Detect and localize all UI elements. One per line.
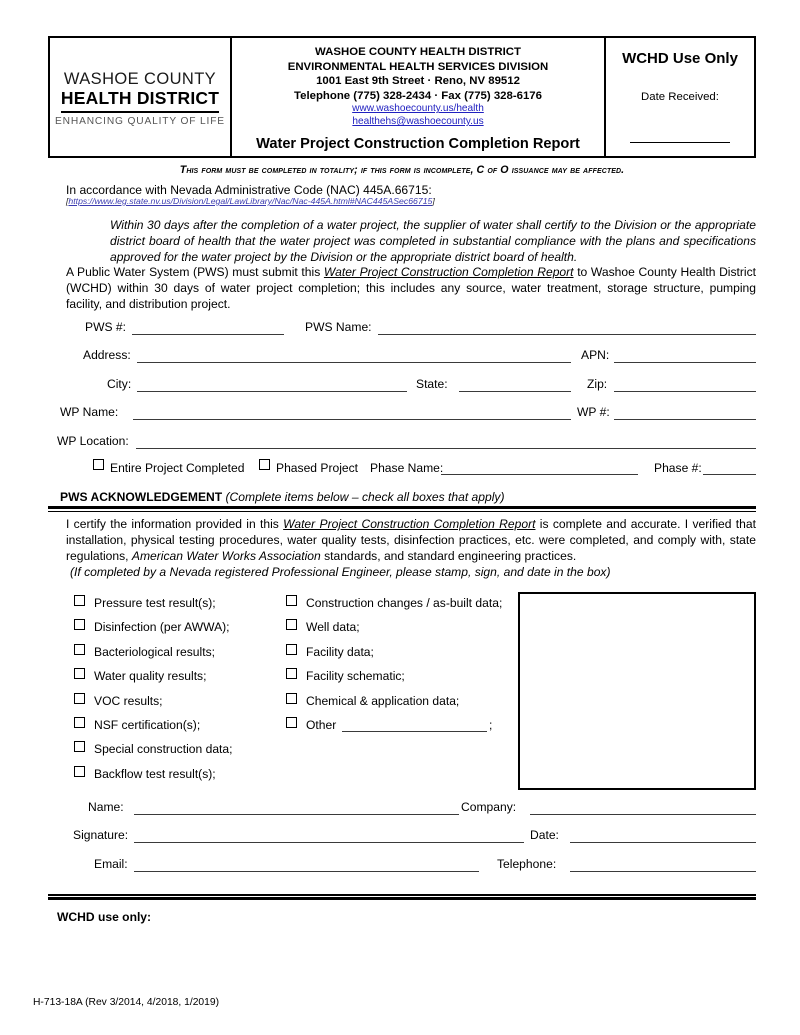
logo-tagline: ENHANCING QUALITY OF LIFE (55, 115, 225, 127)
other-specify-input[interactable] (342, 731, 487, 732)
checklist-right-label-5: Other (306, 718, 337, 732)
nac-url-link[interactable]: [https://www.leg.state.nv.us/Division/Legal/LawLibrary/Nac/Nac-445A.html#NAC445ASec66715] (66, 196, 435, 206)
logo-line-washoe-county: WASHOE COUNTY (63, 70, 217, 89)
checklist-left-label-7: Backflow test result(s); (94, 767, 216, 781)
checkbox-pressure-test[interactable] (74, 595, 85, 606)
nac-quote-text: Within 30 days after the completion of a water project, the supplier of water shall certify to the Division or the appropriate district board of health that the water project was completed in substantial compliance with the plans and specifications approved for the water project by the Division or the appropriate district board of health. (110, 218, 756, 264)
acknowledgement-top-rule-thin (48, 511, 756, 512)
agency-division-line: ENVIRONMENTAL HEALTH SERVICES DIVISION (287, 60, 549, 73)
pws-submit-part2: to Washoe County Health District (WCHD) within 30 days of water project completion; this includes any source, water treatment, storage structure, pumping facility, and distribution project. (66, 265, 757, 311)
header-table (48, 36, 756, 158)
phase-name-input[interactable] (441, 474, 638, 475)
checkbox-bacteriological[interactable] (74, 644, 85, 655)
wp-number-input[interactable] (614, 419, 756, 420)
checkbox-special-construction[interactable] (74, 741, 85, 752)
acknowledgement-top-rule (48, 506, 756, 509)
date-received-label: Date Received: (641, 91, 719, 103)
checkbox-well-data[interactable] (286, 619, 297, 630)
checkbox-phased-project[interactable] (259, 459, 270, 470)
checklist-left-label-1: Disinfection (per AWWA); (94, 620, 230, 634)
checkbox-nsf-certification[interactable] (74, 717, 85, 728)
agency-name-line: WASHOE COUNTY HEALTH DISTRICT (315, 46, 521, 58)
certify-part1: I certify the information provided in this (66, 517, 284, 531)
city-label: City: (107, 377, 132, 391)
checkbox-construction-changes[interactable] (286, 595, 297, 606)
checkbox-voc-results[interactable] (74, 693, 85, 704)
date-label: Date: (530, 828, 559, 842)
wp-name-label: WP Name: (60, 405, 119, 419)
wp-name-input[interactable] (133, 419, 571, 420)
checklist-left-label-6: Special construction data; (94, 742, 233, 756)
checklist-right-label-0: Construction changes / as-built data; (306, 596, 503, 610)
checkbox-facility-data[interactable] (286, 644, 297, 655)
signature-input[interactable] (134, 842, 524, 843)
checklist-right-label-1: Well data; (306, 620, 360, 634)
date-received-input-line[interactable] (630, 142, 730, 143)
wchd-use-only-box (606, 38, 754, 156)
form-title: Water Project Construction Completion Report (256, 135, 580, 152)
checklist-right-label-2: Facility data; (306, 645, 374, 659)
footer-divider-line-1 (48, 894, 756, 896)
checklist-left-label-5: NSF certification(s); (94, 718, 201, 732)
checklist-left-label-0: Pressure test result(s); (94, 596, 216, 610)
checklist-right-label-4: Chemical & application data; (306, 694, 460, 708)
engineer-stamp-box[interactable] (518, 592, 756, 790)
agency-address-line: 1001 East 9th Street · Reno, NV 89512 (316, 75, 520, 88)
agency-logo (50, 38, 232, 156)
pws-number-input[interactable] (132, 334, 284, 335)
email-input[interactable] (134, 871, 479, 872)
email-label: Email: (94, 857, 128, 871)
certification-paragraph (66, 517, 756, 565)
pws-submit-report-link: Water Project Construction Completion Report (323, 265, 574, 279)
state-input[interactable] (459, 391, 571, 392)
agency-email-link[interactable]: healthehs@washoecounty.us (352, 116, 484, 128)
telephone-input[interactable] (570, 871, 756, 872)
company-label: Company: (461, 800, 517, 814)
pe-stamp-note: (If completed by a Nevada registered Professional Engineer, please stamp, sign, and date in the box) (70, 565, 611, 579)
state-label: State: (416, 377, 448, 391)
agency-phone-line: Telephone (775) 328-2434 · Fax (775) 328-6176 (294, 89, 542, 102)
signature-label: Signature: (73, 828, 129, 842)
zip-label: Zip: (587, 377, 608, 391)
date-input[interactable] (570, 842, 756, 843)
acknowledgement-heading-bold: PWS ACKNOWLEDGEMENT (60, 490, 223, 504)
checklist-left-label-2: Bacteriological results; (94, 645, 215, 659)
apn-input[interactable] (614, 362, 756, 363)
completion-warning-text: This form must be completed in totality; if this form is incomplete, C of O issuance may be affected. (179, 164, 625, 176)
checkbox-other[interactable] (286, 717, 297, 728)
checklist-right-label-3: Facility schematic; (306, 669, 405, 683)
zip-input[interactable] (614, 391, 756, 392)
checkbox-facility-schematic[interactable] (286, 668, 297, 679)
certify-awwa-italic: American Water Works Association (131, 548, 321, 563)
checkbox-backflow-test[interactable] (74, 766, 85, 777)
nac-intro-text: In accordance with Nevada Administrative Code (NAC) 445A.66715: (66, 183, 432, 197)
footer-divider-line-2 (48, 897, 756, 900)
wp-number-label: WP #: (577, 405, 610, 419)
checkbox-entire-project-completed[interactable] (93, 459, 104, 470)
name-label: Name: (88, 800, 124, 814)
pws-submit-paragraph (66, 265, 756, 313)
telephone-label: Telephone: (497, 857, 557, 871)
company-input[interactable] (530, 814, 756, 815)
certify-part3: standards, and standard engineering practices. (320, 548, 577, 563)
phase-number-label: Phase #: (654, 461, 702, 475)
footer-divider (48, 894, 756, 900)
agency-website-link[interactable]: www.washoecounty.us/health (352, 103, 484, 115)
pws-name-label: PWS Name: (305, 320, 372, 334)
form-revision-number: H-713-18A (Rev 3/2014, 4/2018, 1/2019) (33, 997, 220, 1008)
other-semicolon: ; (489, 718, 493, 732)
address-label: Address: (83, 348, 131, 362)
wchd-use-only-footer-label: WCHD use only: (57, 910, 152, 924)
checkbox-chemical-application[interactable] (286, 693, 297, 704)
acknowledgement-heading-italic: (Complete items below – check all boxes that apply) (225, 490, 505, 504)
name-input[interactable] (134, 814, 459, 815)
pws-name-input[interactable] (378, 334, 756, 335)
checklist-left-label-3: Water quality results; (94, 669, 207, 683)
nac-url-text[interactable]: https://www.leg.state.nv.us/Division/Legal/LawLibrary/Nac/Nac-445A.html#NAC445ASec66715 (68, 196, 433, 206)
certify-part2: is complete and accurate. I verified that installation, physical testing procedures, water quality tests, disinfection practices, etc. were completed, and comply with, state regulations, (66, 517, 756, 563)
phased-project-label: Phased Project (276, 461, 359, 475)
pws-submit-part1: A Public Water System (PWS) must submit this (66, 265, 324, 279)
checklist-left-label-4: VOC results; (94, 694, 163, 708)
checkbox-water-quality[interactable] (74, 668, 85, 679)
certify-report-link: Water Project Construction Completion Report (283, 517, 536, 531)
logo-line-health-district: HEALTH DISTRICT (60, 88, 220, 109)
pws-number-label: PWS #: (85, 320, 126, 334)
city-input[interactable] (137, 391, 407, 392)
apn-label: APN: (581, 348, 610, 362)
checkbox-disinfection[interactable] (74, 619, 85, 630)
wchd-use-only-title: WCHD Use Only (622, 50, 738, 67)
logo-divider-rule (61, 111, 219, 113)
wp-location-label: WP Location: (57, 434, 129, 448)
wp-location-input[interactable] (136, 448, 756, 449)
phase-number-input[interactable] (703, 474, 756, 475)
phase-name-label: Phase Name: (370, 461, 444, 475)
entire-project-label: Entire Project Completed (110, 461, 245, 475)
address-input[interactable] (137, 362, 571, 363)
acknowledgement-heading (60, 490, 504, 504)
agency-contact-block (232, 38, 606, 156)
